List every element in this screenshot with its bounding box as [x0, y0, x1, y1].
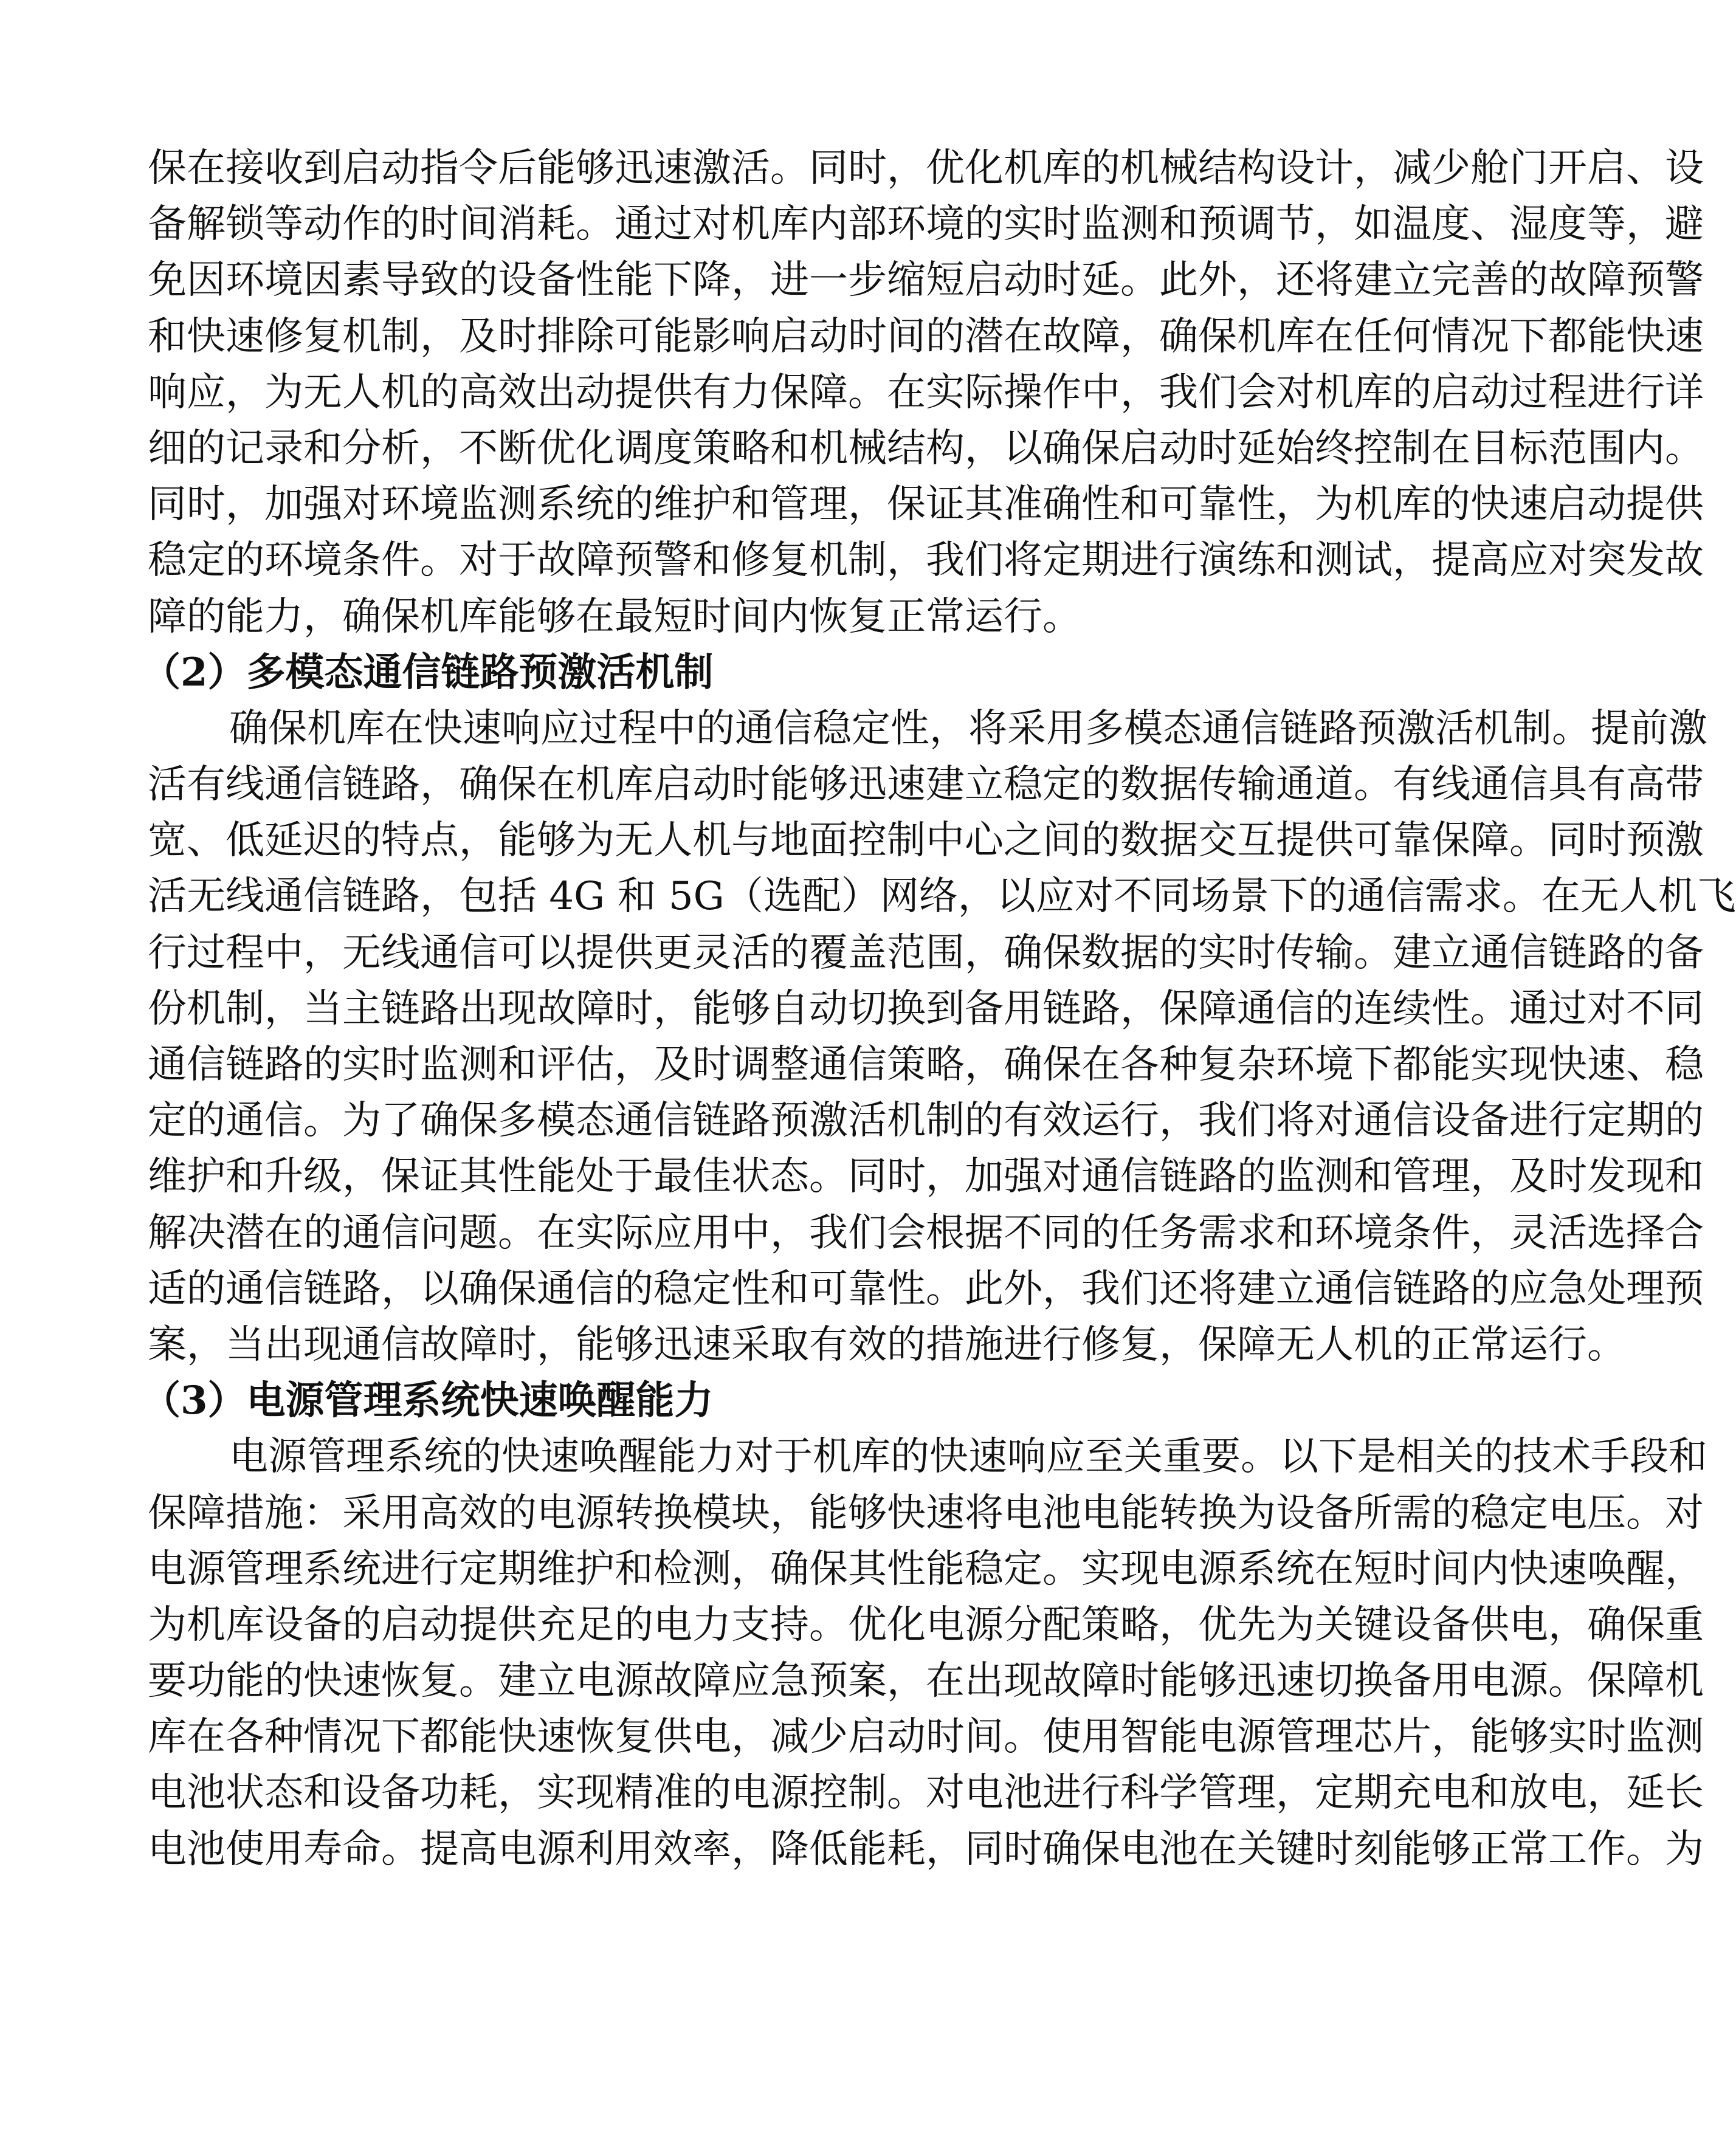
text-line: 障的能力，确保机库能够在最短时间内恢复正常运行。 — [148, 594, 1081, 639]
text-line: 案，当出现通信故障时，能够迅速采取有效的措施进行修复，保障无人机的正常运行。 — [148, 1322, 1626, 1367]
document-body — [142, 140, 1736, 1877]
text-line: 确保机库在快速响应过程中的通信稳定性，将采用多模态通信链路预激活机制。提前激 — [229, 706, 1707, 751]
text-line: 份机制，当主链路出现故障时，能够自动切换到备用链路，保障通信的连续性。通过对不同 — [148, 986, 1704, 1031]
text-line: 活有线通信链路，确保在机库启动时能够迅速建立稳定的数据传输通道。有线通信具有高带 — [148, 762, 1704, 808]
text-line: 库在各种情况下都能快速恢复供电，减少启动时间。使用智能电源管理芯片，能够实时监测 — [148, 1714, 1704, 1760]
text-line: 电池使用寿命。提高电源利用效率，降低能耗，同时确保电池在关键时刻能够正常工作。为 — [148, 1826, 1704, 1872]
text-line: 稳定的环境条件。对于故障预警和修复机制，我们将定期进行演练和测试，提高应对突发故 — [148, 538, 1704, 583]
text-line: 免因环境因素导致的设备性能下降，进一步缩短启动时延。此外，还将建立完善的故障预警 — [148, 258, 1704, 303]
text-line: 和快速修复机制，及时排除可能影响启动时间的潜在故障，确保机库在任何情况下都能快速 — [148, 314, 1704, 359]
text-line: 电池状态和设备功耗，实现精准的电源控制。对电池进行科学管理，定期充电和放电，延长 — [148, 1770, 1704, 1816]
text-line: 保障措施：采用高效的电源转换模块，能够快速将电池电能转换为设备所需的稳定电压。对 — [148, 1490, 1704, 1536]
section-3-paragraph — [148, 1429, 1707, 1877]
text-line: 为机库设备的启动提供充足的电力支持。优化电源分配策略，优先为关键设备供电，确保重 — [148, 1602, 1704, 1648]
text-line: 行过程中，无线通信可以提供更灵活的覆盖范围，确保数据的实时传输。建立通信链路的备 — [148, 930, 1704, 975]
text-line: 宽、低延迟的特点，能够为无人机与地面控制中心之间的数据交互提供可靠保障。同时预激 — [148, 818, 1704, 864]
text-line: 解决潜在的通信问题。在实际应用中，我们会根据不同的任务需求和环境条件，灵活选择合 — [148, 1210, 1704, 1256]
text-line: 响应，为无人机的高效出动提供有力保障。在实际操作中，我们会对机库的启动过程进行详 — [148, 370, 1704, 415]
text-line: 电源管理系统进行定期维护和检测，确保其性能稳定。实现电源系统在短时间内快速唤醒， — [148, 1546, 1704, 1592]
text-line: 备解锁等动作的时间消耗。通过对机库内部环境的实时监测和预调节，如温度、湿度等，避 — [148, 202, 1704, 247]
section-2-paragraph — [148, 701, 1736, 1373]
text-line: 适的通信链路，以确保通信的稳定性和可靠性。此外，我们还将建立通信链路的应急处理预 — [148, 1266, 1704, 1312]
text-line: 维护和升级，保证其性能处于最佳状态。同时，加强对通信链路的监测和管理，及时发现和 — [148, 1154, 1704, 1200]
text-line: 同时，加强对环境监测系统的维护和管理，保证其准确性和可靠性，为机库的快速启动提供 — [148, 482, 1704, 528]
text-line: 活无线通信链路，包括 4G 和 5G（选配）网络，以应对不同场景下的通信需求。在无人机飞 — [148, 874, 1736, 920]
text-line: 定的通信。为了确保多模态通信链路预激活机制的有效运行，我们将对通信设备进行定期的 — [148, 1098, 1704, 1144]
text-line: 细的记录和分析，不断优化调度策略和机械结构，以确保启动时延始终控制在目标范围内。 — [148, 425, 1704, 471]
paragraph-1 — [148, 140, 1704, 645]
text-line: 通信链路的实时监测和评估，及时调整通信策略，确保在各种复杂环境下都能实现快速、稳 — [148, 1042, 1704, 1087]
section-heading-2: （2）多模态通信链路预激活机制 — [142, 649, 714, 695]
text-line: 保在接收到启动指令后能够迅速激活。同时，优化机库的机械结构设计，减少舱门开启、设 — [148, 146, 1704, 191]
section-heading-3: （3）电源管理系统快速唤醒能力 — [142, 1378, 714, 1424]
text-line: 电源管理系统的快速唤醒能力对于机库的快速响应至关重要。以下是相关的技术手段和 — [229, 1434, 1707, 1480]
text-line: 要功能的快速恢复。建立电源故障应急预案，在出现故障时能够迅速切换备用电源。保障机 — [148, 1659, 1704, 1704]
